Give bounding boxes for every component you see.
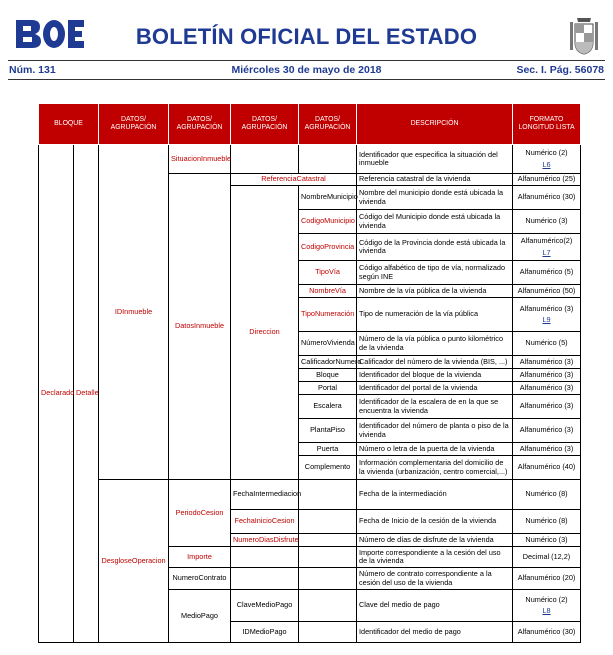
- field-description: Calificador del número de la vivienda (BIS, ...): [357, 356, 513, 369]
- field-format: Alfanumérico (30): [513, 622, 581, 643]
- table-header-row: [39, 104, 581, 145]
- field-name: Bloque: [299, 369, 357, 382]
- field-format: Numérico (8): [513, 510, 581, 534]
- group-idinmueble: IDInmueble: [99, 145, 169, 480]
- format-text: Numérico (2): [525, 148, 568, 158]
- field-description: Código alfabético de tipo de vía, normalizado según INE: [357, 261, 513, 285]
- header-agrupacion-2: DATOS/ AGRUPACIÓN: [169, 104, 231, 145]
- field-name: Complemento: [299, 456, 357, 480]
- field-description: Nombre del municipio donde está ubicada la vivienda: [357, 186, 513, 210]
- field-name: SituacionInmueble: [169, 145, 231, 174]
- bloque-detalle: Detalle: [74, 145, 99, 643]
- field-name: ReferenciaCatastral: [231, 174, 357, 186]
- empty-cell: [231, 145, 299, 174]
- header-agrupacion-1: DATOS/ AGRUPACIÓN: [99, 104, 169, 145]
- empty-cell: [299, 480, 357, 510]
- header-rule: [8, 60, 605, 61]
- field-description: Fecha de la intermediación: [357, 480, 513, 510]
- header-bloque: BLOQUE: [39, 104, 99, 145]
- field-description: Identificador del número de planta o piso de la vivienda: [357, 419, 513, 443]
- field-name: NúmeroVivienda: [299, 332, 357, 356]
- empty-cell: [299, 547, 357, 568]
- field-format: Alfanumérico (40): [513, 456, 581, 480]
- field-format: Decimal (12,2): [513, 547, 581, 568]
- field-description: Identificador del portal de la vivienda: [357, 382, 513, 395]
- section-page: Sec. I. Pág. 56078: [516, 64, 604, 76]
- list-link[interactable]: L7: [542, 247, 551, 257]
- field-description: Fecha de Inicio de la cesión de la vivienda: [357, 510, 513, 534]
- empty-cell: [231, 568, 299, 590]
- empty-cell: [299, 622, 357, 643]
- field-name: Importe: [169, 547, 231, 568]
- field-name: CalificadorNumero: [299, 356, 357, 369]
- header-formato: FORMATO LONGITUD LISTA: [513, 104, 581, 145]
- field-format: [513, 590, 581, 622]
- field-description: Identificador de la escalera de en la que se encuentra la vivienda: [357, 395, 513, 419]
- field-description: Número de la vía pública o punto kilométrico de la vivienda: [357, 332, 513, 356]
- field-format: Alfanumérico (3): [513, 395, 581, 419]
- issue-date: Miércoles 30 de mayo de 2018: [231, 64, 382, 76]
- field-name: FechaInicioCesion: [231, 510, 299, 534]
- format-text: Alfanumérico(2): [520, 236, 573, 246]
- field-format: [513, 298, 581, 332]
- field-description: Número de contrato correspondiente a la cesión del uso de la vivienda: [357, 568, 513, 590]
- group-mediopago: MedioPago: [169, 590, 231, 643]
- page-title: BOLETÍN OFICIAL DEL ESTADO: [135, 24, 478, 49]
- field-name: FechaIntermediacion: [231, 480, 299, 510]
- field-format: Alfanumérico (3): [513, 419, 581, 443]
- field-name: Portal: [299, 382, 357, 395]
- empty-cell: [299, 534, 357, 547]
- field-name: IDMedioPago: [231, 622, 299, 643]
- field-name: Puerta: [299, 443, 357, 456]
- field-format: Alfanumérico (3): [513, 382, 581, 395]
- field-name: NombreVía: [299, 285, 357, 298]
- field-name: Escalera: [299, 395, 357, 419]
- field-description: Clave del medio de pago: [357, 590, 513, 622]
- list-link[interactable]: L8: [542, 606, 551, 615]
- field-description: Referencia catastral de la vivienda: [357, 174, 513, 186]
- group-desglose: DesgloseOperacion: [99, 480, 169, 643]
- field-format: Alfanumérico (3): [513, 356, 581, 369]
- group-datosinmueble: DatosInmueble: [169, 174, 231, 480]
- field-format: [513, 234, 581, 261]
- empty-cell: [299, 590, 357, 622]
- group-direccion: Direccion: [231, 186, 299, 480]
- field-format: Alfanumérico (50): [513, 285, 581, 298]
- field-name: NumeroDiasDisfrute: [231, 534, 299, 547]
- field-description: Código del Municipio donde está ubicada la vivienda: [357, 210, 513, 234]
- field-format: Alfanumérico (30): [513, 186, 581, 210]
- empty-cell: [299, 145, 357, 174]
- list-link[interactable]: L9: [542, 315, 551, 324]
- table-row: [39, 145, 581, 174]
- field-name: CodigoMunicipio: [299, 210, 357, 234]
- field-name: NombreMunicipio: [299, 186, 357, 210]
- table-row: [39, 480, 581, 510]
- field-name: TipoNumeración: [299, 298, 357, 332]
- field-description: Identificador del medio de pago: [357, 622, 513, 643]
- field-format: Numérico (8): [513, 480, 581, 510]
- field-format: Alfanumérico (25): [513, 174, 581, 186]
- field-description: Identificador que especifica la situación del inmueble: [357, 145, 513, 174]
- field-name: NumeroContrato: [169, 568, 231, 590]
- field-name: PlantaPiso: [299, 419, 357, 443]
- field-format: [513, 145, 581, 174]
- field-format: Alfanumérico (3): [513, 369, 581, 382]
- field-description: Identificador del bloque de la vivienda: [357, 369, 513, 382]
- header-agrupacion-3: DATOS/ AGRUPACIÓN: [231, 104, 299, 145]
- field-format: Numérico (3): [513, 210, 581, 234]
- data-table: [38, 103, 581, 643]
- field-description: Información complementaria del domicilio de la vivienda (urbanización, centro comercial,...): [357, 456, 513, 480]
- field-description: Número o letra de la puerta de la vivienda: [357, 443, 513, 456]
- group-periodocesion: PeriodoCesion: [169, 480, 231, 547]
- field-description: Nombre de la vía pública de la vivienda: [357, 285, 513, 298]
- field-format: Alfanumérico (3): [513, 443, 581, 456]
- format-text: Numérico (2): [525, 594, 568, 604]
- field-description: Código de la Provincia donde está ubicada la vivienda: [357, 234, 513, 261]
- empty-cell: [299, 568, 357, 590]
- field-name: ClaveMedioPago: [231, 590, 299, 622]
- field-description: Número de días de disfrute de la vivienda: [357, 534, 513, 547]
- coat-of-arms-icon: [566, 14, 602, 58]
- field-description: Importe correspondiente a la cesión del uso de la vivienda: [357, 547, 513, 568]
- empty-cell: [231, 547, 299, 568]
- header-agrupacion-4: DATOS/ AGRUPACIÓN: [299, 104, 357, 145]
- header-rule-bottom: [8, 79, 605, 80]
- field-name: TipoVía: [299, 261, 357, 285]
- field-format: Alfanumérico (20): [513, 568, 581, 590]
- field-format: Numérico (3): [513, 534, 581, 547]
- header-descripcion: DESCRIPCIÓN: [357, 104, 513, 145]
- bloque-declarado: Declarado: [39, 145, 74, 643]
- issue-number: Núm. 131: [9, 64, 56, 76]
- list-link[interactable]: L6: [542, 159, 551, 169]
- field-name: CodigoProvincia: [299, 234, 357, 261]
- format-text: Alfanumérico (3): [519, 303, 574, 313]
- empty-cell: [299, 510, 357, 534]
- field-format: Numérico (5): [513, 332, 581, 356]
- field-format: Alfanumérico (5): [513, 261, 581, 285]
- field-description: Tipo de numeración de la vía pública: [357, 298, 513, 332]
